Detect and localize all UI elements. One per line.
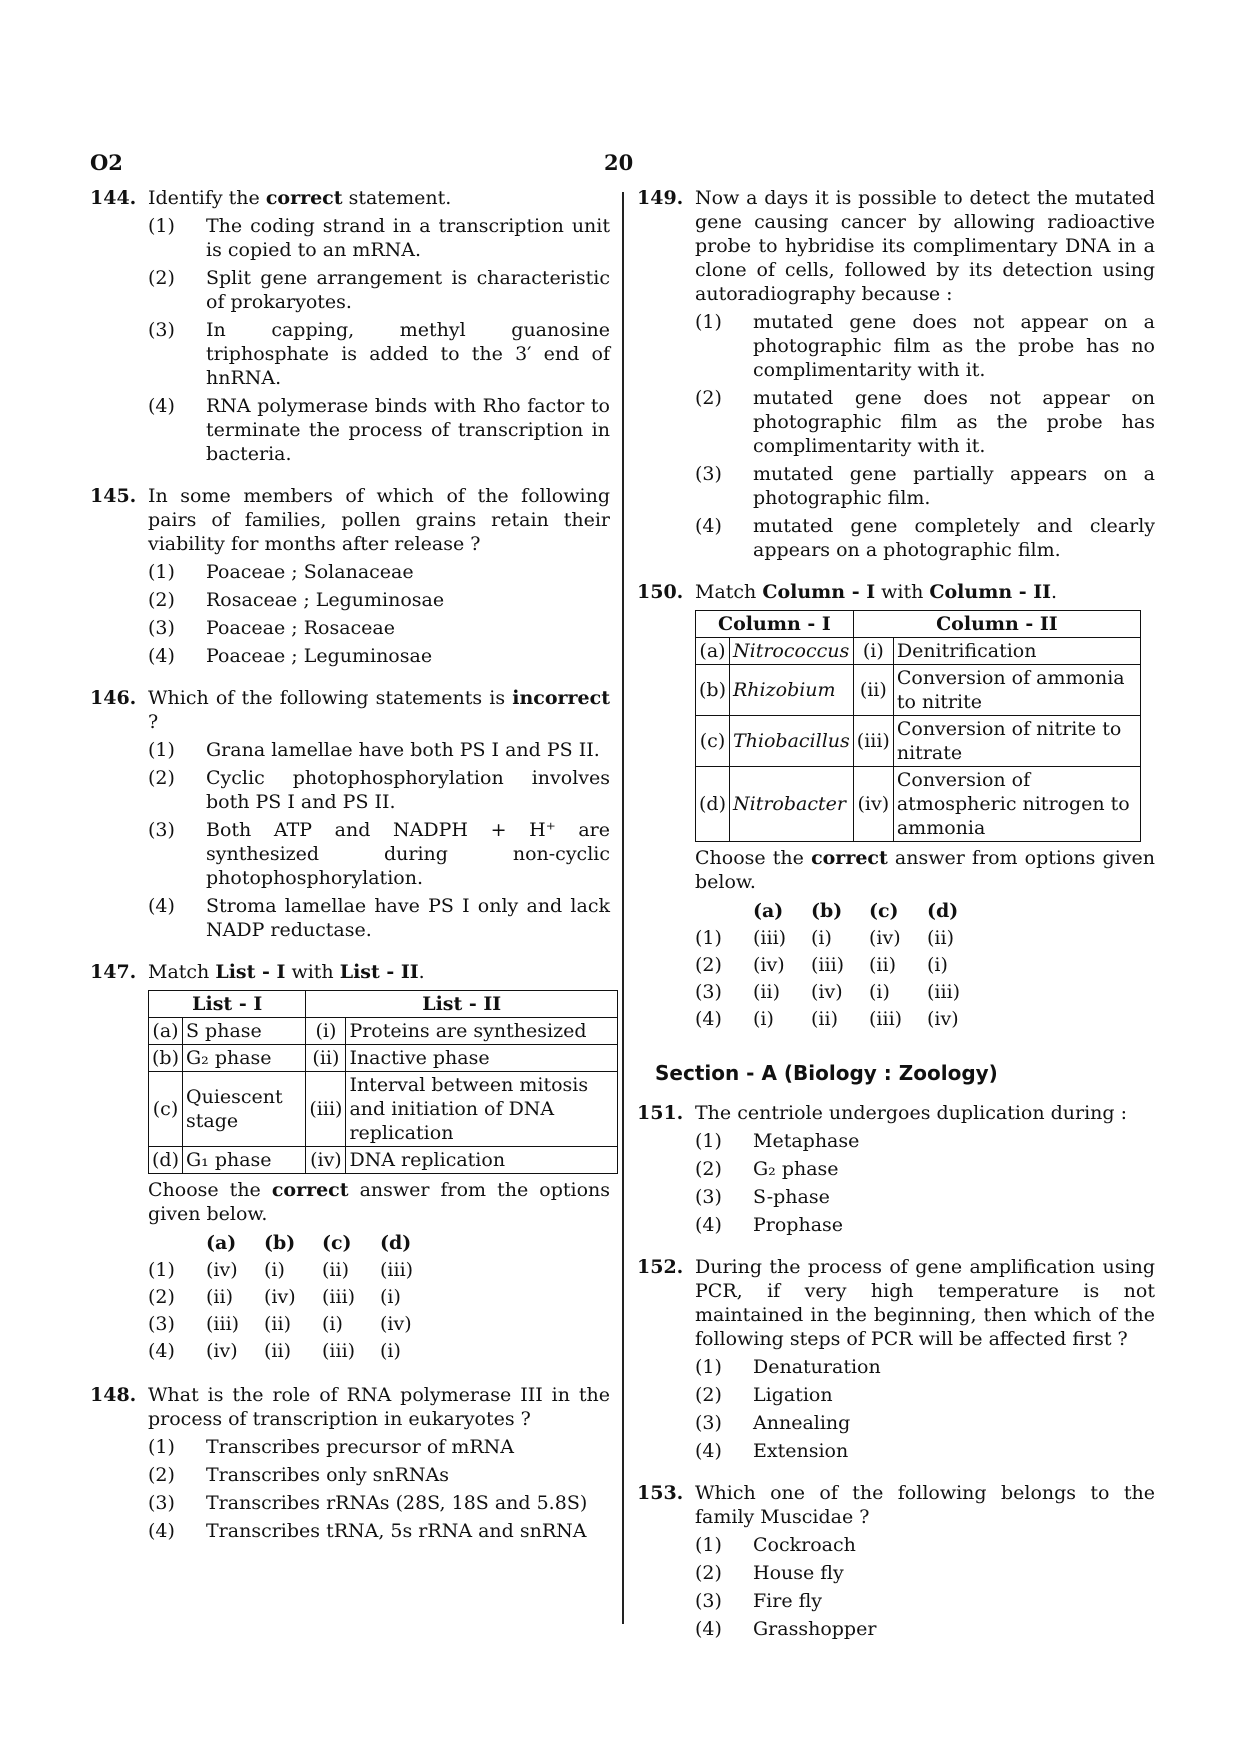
option-number: (1) (695, 1356, 722, 1378)
option-text: Stroma lamellae have PS I only and lack NADP reductase. (206, 895, 610, 941)
option-text: Transcribes precursor of mRNA (206, 1436, 515, 1458)
option-text: Transcribes only snRNAs (206, 1464, 449, 1486)
question-text: Which one of the following belongs to the family Muscidae ? (695, 1482, 1155, 1528)
question-153 (637, 1481, 1155, 1641)
answer-cell: (ii) (927, 927, 954, 949)
option-number: (3) (148, 819, 175, 841)
option-number: (3) (148, 617, 175, 639)
answer-header (695, 898, 985, 925)
option (695, 1129, 1155, 1153)
option-text: Transcribes rRNAs (28S, 18S and 5.8S) (206, 1492, 588, 1514)
option-text: mutated gene does not appear on a photographic film as the probe has no complimentarity with it. (753, 311, 1155, 381)
row-item: Thiobacillus (730, 716, 854, 767)
row-match: Conversion of ammonia to nitrite (893, 665, 1140, 716)
option-number: (2) (148, 267, 175, 289)
option-text: Poaceae ; Solanaceae (206, 561, 414, 583)
answer-row (695, 979, 985, 1006)
question-text: Identify the correct statement. (148, 187, 452, 209)
option-text: Cyclic photophosphorylation involves both PS I and PS II. (206, 767, 610, 813)
table-row (149, 1147, 618, 1174)
answer-number: (3) (695, 981, 722, 1003)
option (695, 386, 1155, 458)
table-row (149, 1072, 618, 1147)
option-text: Denaturation (753, 1356, 881, 1378)
option (695, 1617, 1155, 1641)
option-number: (4) (148, 645, 175, 667)
option-number: (3) (148, 319, 175, 341)
option-text: Metaphase (753, 1130, 860, 1152)
row-label: (d) (696, 767, 730, 842)
row-match: Denitrification (893, 638, 1140, 665)
option-text: Both ATP and NADPH + H⁺ are synthesized during non-cyclic photophosphorylation. (206, 819, 610, 889)
paper-code: O2 (90, 150, 123, 175)
option-number: (4) (148, 895, 175, 917)
answer-cell: (i) (380, 1340, 401, 1362)
option (148, 1435, 610, 1459)
options (695, 1129, 1155, 1237)
option-number: (1) (695, 1534, 722, 1556)
option-text: mutated gene partially appears on a photographic film. (753, 463, 1155, 509)
answer-options (695, 898, 985, 1033)
column-divider (622, 192, 624, 1624)
option (148, 738, 610, 762)
answer-cell: (iv) (927, 1008, 959, 1030)
answer-row (148, 1338, 438, 1365)
options (148, 214, 610, 466)
row-match: Conversion of nitrite to nitrate (893, 716, 1140, 767)
question-text: During the process of gene amplification using PCR, if very high temperature is not maintained in the beginning, then which of the following steps of PCR will be affected first ? (695, 1256, 1155, 1350)
row-item: Nitrococcus (730, 638, 854, 665)
question-text: What is the role of RNA polymerase III in the process of transcription in eukaryotes ? (148, 1384, 610, 1430)
option (148, 1463, 610, 1487)
answer-head: (b) (264, 1232, 296, 1254)
option-number: (1) (148, 739, 175, 761)
question-146 (90, 686, 610, 942)
row-match: DNA replication (346, 1147, 618, 1174)
row-label: (iii) (853, 716, 893, 767)
answer-number: (4) (695, 1008, 722, 1030)
option (148, 1519, 610, 1543)
answer-cell: (iii) (380, 1259, 414, 1281)
row-item: Rhizobium (730, 665, 854, 716)
option (148, 588, 610, 612)
answer-head: (b) (811, 900, 843, 922)
option-number: (4) (695, 515, 722, 537)
answer-head: (a) (753, 900, 784, 922)
option-number: (2) (695, 1562, 722, 1584)
row-item: Quiescent stage (183, 1072, 306, 1147)
option-text: Extension (753, 1440, 849, 1462)
options (695, 1355, 1155, 1463)
answer-number: (4) (148, 1340, 175, 1362)
question-text: Match Column - I with Column - II. (695, 581, 1058, 603)
answer-cell: (iii) (322, 1340, 356, 1362)
row-match: Conversion of atmospheric nitrogen to ammonia (893, 767, 1140, 842)
question-150 (637, 580, 1155, 1033)
option-text: RNA polymerase binds with Rho factor to terminate the process of transcription in bacteria. (206, 395, 610, 465)
option-number: (1) (695, 1130, 722, 1152)
answer-cell: (iv) (811, 981, 843, 1003)
option (695, 1213, 1155, 1237)
answer-header (148, 1230, 438, 1257)
option-text: Split gene arrangement is characteristic of prokaryotes. (206, 267, 610, 313)
row-item: G₁ phase (183, 1147, 306, 1174)
answer-cell: (i) (753, 1008, 774, 1030)
question-number: 153. (637, 1482, 684, 1504)
row-label: (c) (696, 716, 730, 767)
question-text: The centriole undergoes duplication during : (695, 1102, 1128, 1124)
option (148, 644, 610, 668)
option-number: (1) (148, 561, 175, 583)
answer-cell: (iv) (380, 1313, 412, 1335)
option-number: (4) (695, 1440, 722, 1462)
option (695, 1355, 1155, 1379)
answer-row (695, 1006, 985, 1033)
row-item: G₂ phase (183, 1045, 306, 1072)
option-number: (2) (695, 1384, 722, 1406)
options (148, 560, 610, 668)
row-match: Interval between mitosis and initiation of DNA replication (346, 1072, 618, 1147)
option (148, 394, 610, 466)
answer-head: (c) (322, 1232, 352, 1254)
option (695, 462, 1155, 510)
option (148, 266, 610, 314)
table-header: Column - II (853, 611, 1140, 638)
question-number: 149. (637, 187, 684, 209)
answer-head: (a) (206, 1232, 237, 1254)
option (695, 514, 1155, 562)
option (695, 1533, 1155, 1557)
option (695, 1185, 1155, 1209)
answer-head: (d) (380, 1232, 412, 1254)
option-text: The coding strand in a transcription unit is copied to an mRNA. (206, 215, 610, 261)
answer-number: (2) (148, 1286, 175, 1308)
question-number: 150. (637, 581, 684, 603)
option-number: (4) (148, 395, 175, 417)
row-label: (iii) (306, 1072, 346, 1147)
answer-cell: (ii) (811, 1008, 838, 1030)
answer-cell: (iv) (206, 1259, 238, 1281)
match-table (148, 990, 618, 1174)
page-number: 20 (604, 150, 634, 175)
option-text: mutated gene completely and clearly appears on a photographic film. (753, 515, 1155, 561)
option-number: (4) (695, 1214, 722, 1236)
option (695, 1589, 1155, 1613)
answer-cell: (iii) (927, 981, 961, 1003)
question-144 (90, 186, 610, 466)
row-label: (a) (149, 1018, 183, 1045)
table-header: List - II (306, 991, 618, 1018)
option (695, 310, 1155, 382)
option-text: Ligation (753, 1384, 833, 1406)
answer-cell: (i) (927, 954, 948, 976)
answer-cell: (i) (380, 1286, 401, 1308)
row-match: Inactive phase (346, 1045, 618, 1072)
table-row (696, 638, 1141, 665)
option-number: (3) (695, 1412, 722, 1434)
answer-options (148, 1230, 438, 1365)
option (695, 1439, 1155, 1463)
option-text: In capping, methyl guanosine triphosphate is added to the 3′ end of hnRNA. (206, 319, 610, 389)
option-text: Poaceae ; Rosaceae (206, 617, 395, 639)
option-number: (2) (148, 1464, 175, 1486)
row-label: (iv) (853, 767, 893, 842)
right-column (637, 186, 1155, 1659)
answer-head: (d) (927, 900, 959, 922)
row-label: (b) (149, 1045, 183, 1072)
option-text: mutated gene does not appear on photographic film as the probe has complimentarity with it. (753, 387, 1155, 457)
answer-row (148, 1257, 438, 1284)
row-label: (ii) (306, 1045, 346, 1072)
option-number: (1) (695, 311, 722, 333)
table-row (149, 1045, 618, 1072)
option (695, 1411, 1155, 1435)
option-text: Transcribes tRNA, 5s rRNA and snRNA (206, 1520, 587, 1542)
options (695, 1533, 1155, 1641)
option-text: Prophase (753, 1214, 844, 1236)
question-145 (90, 484, 610, 668)
row-label: (b) (696, 665, 730, 716)
option (148, 214, 610, 262)
option-number: (2) (148, 767, 175, 789)
match-table (695, 610, 1141, 842)
instruction: Choose the correct answer from options given below. (695, 847, 1156, 893)
left-column (90, 186, 610, 1561)
option (148, 318, 610, 390)
option-text: Annealing (753, 1412, 851, 1434)
option-text: Fire fly (753, 1590, 823, 1612)
option (148, 1491, 610, 1515)
table-row (696, 665, 1141, 716)
question-text: Match List - I with List - II. (148, 961, 425, 983)
question-number: 144. (90, 187, 137, 209)
question-number: 147. (90, 961, 137, 983)
question-text: Now a days it is possible to detect the mutated gene causing cancer by allowing radioactive probe to hybridise its complimentary DNA in a clone of cells, followed by its detection using autoradiography because : (695, 187, 1155, 305)
option (695, 1157, 1155, 1181)
answer-number: (2) (695, 954, 722, 976)
answer-cell: (iii) (322, 1286, 356, 1308)
answer-cell: (i) (322, 1313, 343, 1335)
answer-cell: (ii) (264, 1340, 291, 1362)
row-item: Nitrobacter (730, 767, 854, 842)
answer-cell: (ii) (753, 981, 780, 1003)
option-text: House fly (753, 1562, 844, 1584)
question-number: 148. (90, 1384, 137, 1406)
answer-row (148, 1311, 438, 1338)
option-number: (3) (148, 1492, 175, 1514)
instruction: Choose the correct answer from the options given below. (148, 1179, 610, 1225)
question-147 (90, 960, 610, 1365)
option (148, 894, 610, 942)
question-149 (637, 186, 1155, 562)
option-number: (1) (148, 1436, 175, 1458)
question-151 (637, 1101, 1155, 1237)
options (148, 738, 610, 942)
answer-cell: (iv) (869, 927, 901, 949)
option-text: Grasshopper (753, 1618, 877, 1640)
option-text: S-phase (753, 1186, 830, 1208)
option-text: Grana lamellae have both PS I and PS II. (206, 739, 600, 761)
row-label: (i) (306, 1018, 346, 1045)
answer-number: (1) (148, 1259, 175, 1281)
option (148, 766, 610, 814)
answer-cell: (i) (811, 927, 832, 949)
section-title: Section - A (Biology : Zoology) (655, 1061, 998, 1085)
answer-cell: (i) (869, 981, 890, 1003)
option-number: (2) (695, 387, 722, 409)
row-label: (d) (149, 1147, 183, 1174)
answer-cell: (ii) (206, 1286, 233, 1308)
table-row (696, 767, 1141, 842)
answer-cell: (ii) (264, 1313, 291, 1335)
answer-cell: (iii) (753, 927, 787, 949)
answer-row (148, 1284, 438, 1311)
question-148 (90, 1383, 610, 1543)
option (148, 818, 610, 890)
row-label: (i) (853, 638, 893, 665)
option-text: G₂ phase (753, 1158, 839, 1180)
question-text: In some members of which of the following pairs of families, pollen grains retain their viability for months after release ? (148, 485, 610, 555)
question-text: Which of the following statements is incorrect ? (148, 687, 610, 733)
option-number: (3) (695, 1186, 722, 1208)
option (695, 1383, 1155, 1407)
question-number: 152. (637, 1256, 684, 1278)
table-header: List - I (149, 991, 306, 1018)
answer-cell: (iv) (206, 1340, 238, 1362)
option-number: (2) (695, 1158, 722, 1180)
question-number: 146. (90, 687, 137, 709)
answer-cell: (iv) (753, 954, 785, 976)
option-number: (4) (148, 1520, 175, 1542)
row-label: (iv) (306, 1147, 346, 1174)
option-text: Cockroach (753, 1534, 856, 1556)
answer-row (695, 925, 985, 952)
answer-row (695, 952, 985, 979)
row-label: (ii) (853, 665, 893, 716)
question-152 (637, 1255, 1155, 1463)
answer-cell: (ii) (322, 1259, 349, 1281)
option-text: Poaceae ; Leguminosae (206, 645, 433, 667)
question-number: 145. (90, 485, 137, 507)
row-label: (c) (149, 1072, 183, 1147)
question-number: 151. (637, 1102, 684, 1124)
answer-number: (3) (148, 1313, 175, 1335)
row-match: Proteins are synthesized (346, 1018, 618, 1045)
option-number: (2) (148, 589, 175, 611)
option-text: Rosaceae ; Leguminosae (206, 589, 445, 611)
options (148, 1435, 610, 1543)
table-row (696, 716, 1141, 767)
row-item: S phase (183, 1018, 306, 1045)
option (695, 1561, 1155, 1585)
option-number: (3) (695, 463, 722, 485)
answer-number: (1) (695, 927, 722, 949)
answer-cell: (ii) (869, 954, 896, 976)
table-row (149, 1018, 618, 1045)
answer-cell: (iii) (869, 1008, 903, 1030)
option-number: (1) (148, 215, 175, 237)
option (148, 560, 610, 584)
option (148, 616, 610, 640)
answer-cell: (i) (264, 1259, 285, 1281)
answer-cell: (iii) (811, 954, 845, 976)
answer-cell: (iv) (264, 1286, 296, 1308)
answer-cell: (iii) (206, 1313, 240, 1335)
option-number: (3) (695, 1590, 722, 1612)
options (695, 310, 1155, 562)
row-label: (a) (696, 638, 730, 665)
option-number: (4) (695, 1618, 722, 1640)
answer-head: (c) (869, 900, 899, 922)
table-header: Column - I (696, 611, 854, 638)
